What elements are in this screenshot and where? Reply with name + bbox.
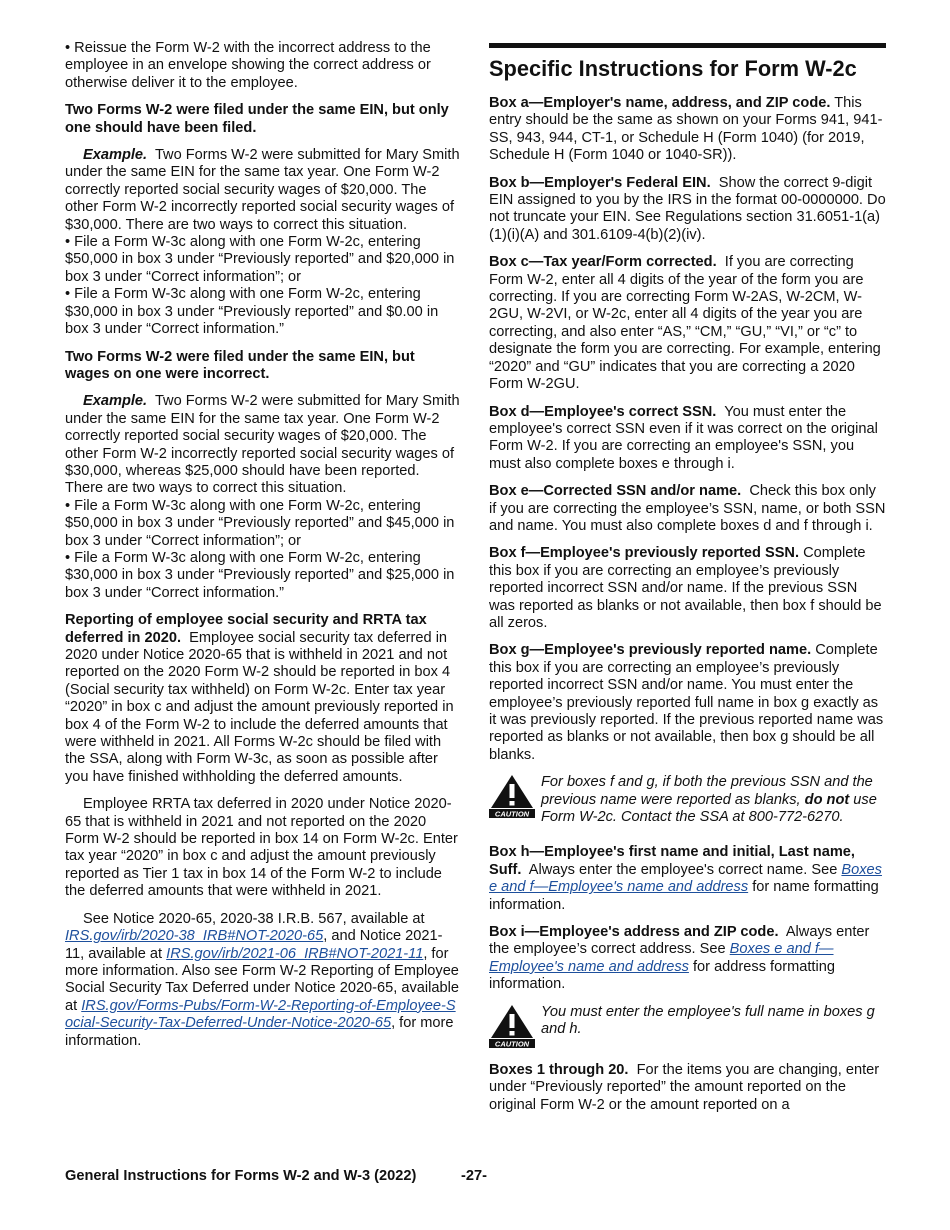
caution-icon <box>489 774 535 818</box>
page-number: -27- <box>461 1168 487 1184</box>
bullet-reissue: • Reissue the Form W-2 with the incorrect address to the employee in an envelope showing the correct address or otherwise deliver it to the employee. <box>65 40 431 91</box>
example-label: Example. <box>83 147 148 164</box>
link-notice-2020-65[interactable]: IRS.gov/irb/2020-38_IRB#NOT-2020-65 <box>65 928 324 945</box>
svg-text:CAUTION: CAUTION <box>494 1039 530 1048</box>
link-form-w2-deferral[interactable]: IRS.gov/Forms-Pubs/Form-W-2-Reporting-of-Employee-Social-Security-Tax-Deferred-Under-Notice-2020-65 <box>65 997 456 1032</box>
caution-note-1: CAUTION For boxes f and g, if both the previous SSN and the previous name were reported as blanks, do not use Form W-2c. Contact the SSA at 800-772-6270. <box>489 774 886 826</box>
box-a-paragraph: Box a—Employer's name, address, and ZIP code. This entry should be the same as shown on your Forms 941, 941-SS, 943, 944, CT-1, or Schedule H (Form 1040) (for 2019, Schedule H (Form 1040 or 1040-SR)). <box>489 95 883 164</box>
caution-note-2: CAUTION You must enter the employee's full name in boxes g and h. <box>489 1004 886 1048</box>
paragraph-deferred-2020: Reporting of employee social security and RRTA tax deferred in 2020. Employee social security tax deferred in 2020 under Notice 2020-65 that is withheld in 2021 and not reported on the 2020 Form W-2 should be reported in box 4 (Social security tax withheld) on Form W-2c. Enter tax year “2020” in box c and adjust the amount previously reported in box 4 of the Form W-2 to include the deferred amounts that were withheld in 2021. All Forms W-2c should be filed with the SSA, along with Form W-3c, as soon as possible after you have finished withholding the deferred amounts. <box>65 612 454 785</box>
right-column <box>489 40 886 1124</box>
box-d-paragraph: Box d—Employee's correct SSN. You must enter the employee's correct SSN even if it was correct on the original Form W-2. If you are correcting an employee's SSN, you must also complete boxes e through i. <box>489 403 878 472</box>
box-e-paragraph: Box e—Corrected SSN and/or name. Check this box only if you are correcting the employee’s SSN, name, or both SSN and name. You must also complete boxes d and f through i. <box>489 483 886 534</box>
bullet-option-4: • File a Form W-3c along with one Form W-2c, entering $30,000 in box 3 under “Previously reported” and $25,000 in box 3 under “Correct information.” <box>65 549 455 601</box>
bullet-option-2: • File a Form W-3c along with one Form W-2c, entering $30,000 in box 3 under “Previously reported” and $0.00 in box 3 under “Correct information.” <box>65 286 439 338</box>
link-boxes-e-f-name[interactable]: Boxes e and f—Employee's name and address <box>489 861 882 896</box>
paragraph-see-notice: See Notice 2020-65, 2020-38 I.R.B. 567, available at IRS.gov/irb/2020-38_IRB#NOT-2020-65, and Notice 2021-11, available at IRS.gov/irb/2021-06_IRB#NOT-2021-11, for more information. Also see Form W-2 Reporting of Employee Social Security Tax Deferred under Notice 2020-65, available at IRS.gov/Forms-Pubs/Form-W-2-Reporting-of-Employee-Social-Security-Tax-Deferred-Under-Notice-2020-65, for more information. <box>65 910 459 1049</box>
caution-icon <box>489 1004 535 1048</box>
bullet-option-3: • File a Form W-3c along with one Form W-2c, entering $50,000 in box 3 under “Previously reported” and $45,000 in box 3 under “Correct information”; or <box>65 497 455 549</box>
box-f-paragraph: Box f—Employee's previously reported SSN. Complete this box if you are correcting an employee’s previously reported incorrect SSN and/or name. If the previous SSN was reported as blanks or not available, then box f should be all zeros. <box>489 545 882 631</box>
footer-title: General Instructions for Forms W-2 and W-3 (2022) <box>65 1168 417 1184</box>
example-label: Example. <box>83 393 148 410</box>
box-i-paragraph: Box i—Employee's address and ZIP code. Always enter the employee’s correct address. See Boxes e and f—Employee's name and address for address formatting information. <box>489 924 870 993</box>
bullet-option-1: • File a Form W-3c along with one Form W-2c, entering $50,000 in box 3 under “Previously reported” and $20,000 in box 3 under “Correct information”; or <box>65 234 455 285</box>
box-g-paragraph: Box g—Employee's previously reported name. Complete this box if you are correcting an employee’s previously reported incorrect SSN and/or name. You must enter the employee’s previously reported full name in box g exactly as it was previously reported. If the previous reported name was reported as blanks or not available, then box g should be all blanks. <box>489 642 884 763</box>
example-two: Example. Two Forms W-2 were submitted for Mary Smith under the same EIN for the same tax year. One Form W-2 correctly reported social security wages of $20,000. The other Form W-2 incorrectly reported social security wages of $30,000, whereas $25,000 should have been reported. There are two ways to correct this situation. <box>65 393 460 497</box>
paragraph-rrta: Employee RRTA tax deferred in 2020 under Notice 2020-65 that is withheld in 2021 and not reported on the 2020 Form W-2 should be reported in box 14 on Form W-2c. Enter tax year “2020” in box c and adjust the amount previously reported as Tier 1 tax in box 14 of the Form W-2 to include the deferred amounts that were withheld in 2021. <box>65 796 458 900</box>
box-h-paragraph: Box h—Employee's first name and initial, Last name, Suff. Always enter the employee's correct name. See Boxes e and f—Employee's name and address for name formatting information. <box>489 844 882 913</box>
box-b-paragraph: Box b—Employer's Federal EIN. Show the correct 9-digit EIN assigned to you by the IRS in the format 00-0000000. Do not truncate your EIN. See Regulations section 31.6051-1(a)(1)(i)(A) and 301.6109-4(b)(2)(iv). <box>489 174 886 243</box>
link-notice-2021-11[interactable]: IRS.gov/irb/2021-06_IRB#NOT-2021-11 <box>166 945 424 962</box>
example-one: Example. Two Forms W-2 were submitted for Mary Smith under the same EIN for the same tax year. One Form W-2 correctly reported social security wages of $20,000. The other Form W-2 incorrectly reported social security wages of $30,000. There are two ways to correct this situation. <box>65 147 460 233</box>
box-c-paragraph: Box c—Tax year/Form corrected. If you are correcting Form W-2, enter all 4 digits of the year of the form you are correcting. If you are correcting Form W-2AS, W-2CM, W-2GU, W-2VI, or W-2c, enter all 4 digits of the year you are correcting, and also enter “AS,” “CM,” “GU,” “VI,” or “c” to designate the form you are correcting. For example, entering “2020” and “GU” indicates that you are correcting a 2020 Form W-2GU. <box>489 254 881 393</box>
boxes-1-20-paragraph: Boxes 1 through 20. For the items you are changing, enter under “Previously reported” the amount reported on the original Form W-2 or the amount reported on a <box>489 1061 880 1113</box>
heading-wages-incorrect: Two Forms W-2 were filed under the same EIN, but wages on one were incorrect. <box>65 348 415 382</box>
heading-one-should-have-been-filed: Two Forms W-2 were filed under the same EIN, but only one should have been filed. <box>65 102 449 136</box>
left-column <box>65 40 460 1060</box>
svg-text:CAUTION: CAUTION <box>494 809 530 819</box>
heading-deferred-2020: Reporting of employee social security and RRTA tax deferred in 2020. <box>65 612 427 646</box>
section-title: Specific Instructions for Form W-2c <box>489 56 857 81</box>
section-rule <box>489 43 886 48</box>
link-boxes-e-f-address[interactable]: Boxes e and f—Employee's name and address <box>489 941 834 975</box>
